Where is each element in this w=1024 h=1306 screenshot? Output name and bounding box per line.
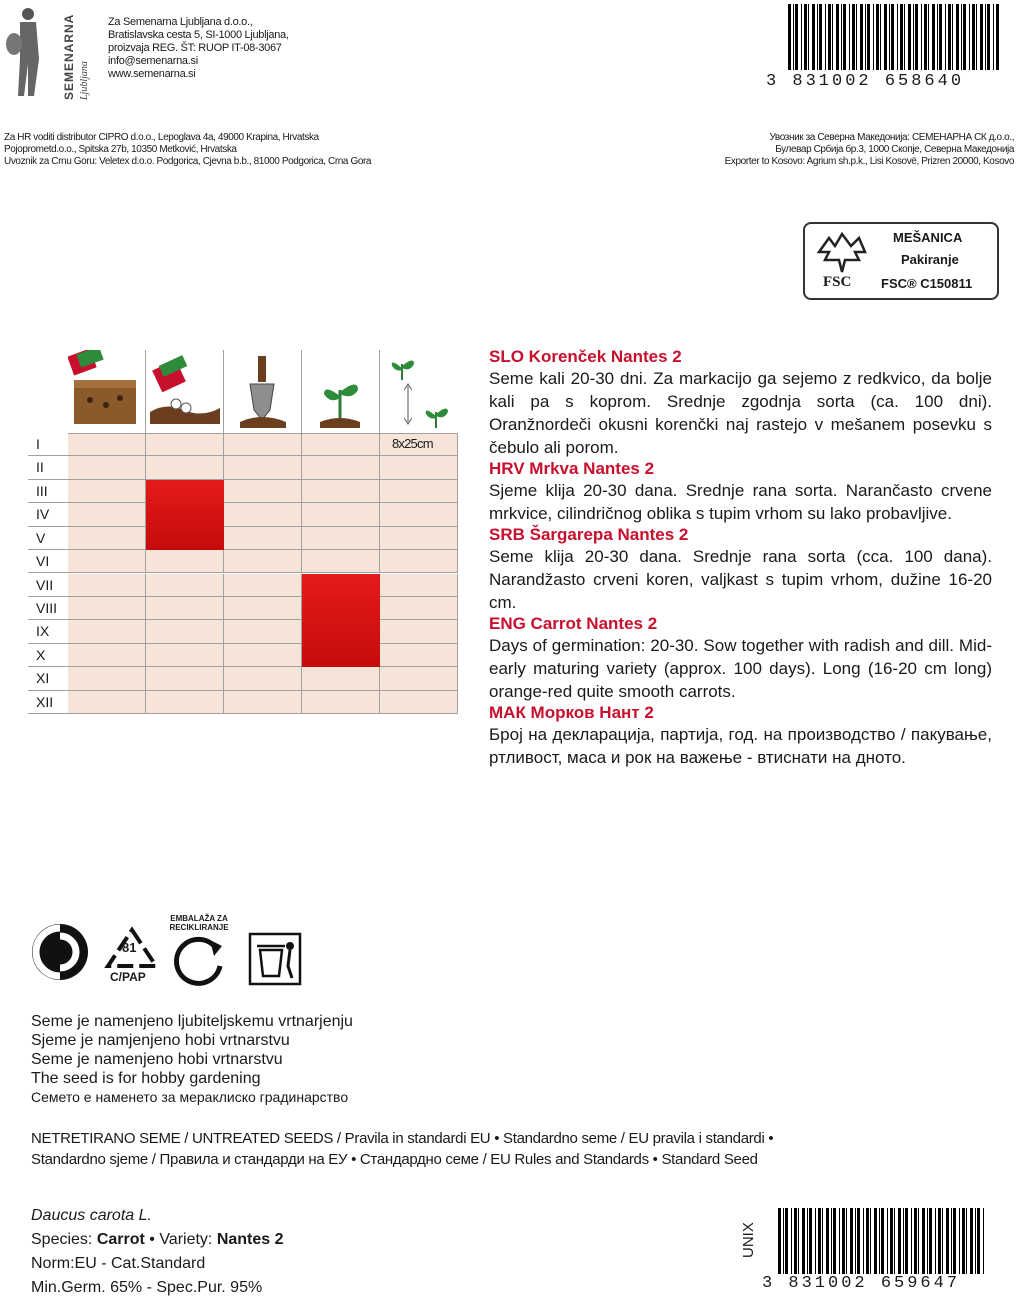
calendar-cell: [380, 574, 458, 597]
species-label: Species:: [31, 1231, 97, 1248]
calendar-cell: [380, 667, 458, 690]
barcode-bar: [942, 1208, 943, 1274]
barcode-bar: [802, 1208, 805, 1274]
barcode-bar: [905, 1208, 908, 1274]
calendar-cell: [380, 620, 458, 643]
barcode-bar: [791, 1208, 792, 1274]
calendar-cell: [146, 644, 224, 667]
barcode-bar: [908, 4, 911, 70]
calendar-cell: [224, 597, 302, 620]
calendar-cell: [380, 644, 458, 667]
month-label: XII: [28, 691, 68, 714]
barcode-bar: [935, 1208, 936, 1274]
fsc-label-box: [803, 222, 999, 300]
desc-hrv: Sjeme klija 20-30 dana. Srednje rana sorta. Narančasto crvene mrkvice, cilindričnog oblika s tupim vrhom su lako probavljive.: [489, 481, 992, 523]
barcode-bar: [976, 4, 977, 70]
barcode-bar: [826, 1208, 829, 1274]
calendar-cell: [380, 480, 458, 503]
brand-name: SEMENARNA: [62, 13, 76, 100]
fsc-code: FSC® C150811: [881, 276, 973, 291]
month-label: IX: [28, 620, 68, 643]
barcode-bar: [873, 4, 874, 70]
seedling-icon: [302, 350, 380, 433]
barcode-bar: [911, 1208, 912, 1274]
month-label: VII: [28, 574, 68, 597]
lang-heading-slo: SLO Korenček Nantes 2: [489, 347, 682, 366]
barcode-bottom: [762, 1208, 1002, 1300]
barcode-bar: [903, 1208, 904, 1274]
address-web: www.semenarna.si: [108, 68, 196, 80]
product-info: [31, 1204, 631, 1300]
sower-logo-icon: [6, 4, 56, 100]
barcode-bar: [833, 1208, 836, 1274]
calendar-cell: [146, 433, 224, 456]
barcode-bar: [855, 1208, 856, 1274]
barcode-bar: [841, 4, 842, 70]
fsc-pakiranje: Pakiranje: [901, 252, 959, 267]
barcode-bar: [972, 4, 975, 70]
barcode-bar: [831, 1208, 832, 1274]
barcode-top-bars: [788, 4, 1000, 70]
barcode-bar: [961, 4, 962, 70]
barcode-bar: [795, 4, 798, 70]
barcode-bar: [938, 1208, 941, 1274]
barcode-bar: [839, 1208, 840, 1274]
month-label: X: [28, 644, 68, 667]
fsc-tree-icon: [815, 230, 869, 279]
barcode-bar: [849, 4, 850, 70]
barcode-bar: [915, 4, 918, 70]
bin-icon: [248, 932, 302, 991]
barcode-bar: [807, 1208, 808, 1274]
barcode-bar: [956, 4, 959, 70]
address-line: Bratislavska cesta 5, SI-1000 Ljubljana,: [108, 29, 289, 41]
barcode-bar: [881, 1208, 884, 1274]
desc-slo: Seme kali 20-30 dni. Za markacijo ga sejemo z redkvico, da bolje kali pa s koprom. Srednje zgodnja sorta (ca. 100 dni). Oranžnordeči okusni korenčki naj rastejo v mešanem posevku s čebulo ali porom.: [489, 369, 992, 457]
descriptions: [489, 347, 992, 769]
lang-heading-hrv: HRV Mrkva Nantes 2: [489, 459, 655, 478]
calendar-cell: [68, 456, 146, 479]
distributor-line: Pojoprometd.o.o., Spitska 27b, 10350 Metković, Hrvatska: [4, 144, 237, 155]
lang-heading-mak: МАК Морков Нант 2: [489, 703, 654, 722]
barcode-bar: [793, 4, 794, 70]
distributor-line: Увозник за Северна Македонија: СЕМЕНАРНА СК д.о.о.,: [769, 132, 1014, 143]
recycle-triangle-icon: [104, 926, 160, 988]
circular-arrow-icon: [166, 932, 232, 988]
barcode-bar: [969, 4, 970, 70]
barcode-bar: [876, 4, 879, 70]
desc-eng: Days of germination: 20-30. Sow together with radish and dill. Mid-early maturing variety (approx. 100 days). Long (16-20 cm long) orange-red quite smooth carrots.: [489, 636, 992, 701]
barcode-bar: [975, 1208, 976, 1274]
calendar-cell: [68, 433, 146, 456]
calendar-cell: [68, 597, 146, 620]
barcode-bar: [952, 4, 953, 70]
barcode-bar: [801, 4, 802, 70]
calendar-cell: [224, 550, 302, 573]
barcode-bar: [900, 4, 903, 70]
brand-sub: Ljubljana: [79, 61, 90, 100]
spacing-label: 8x25cm: [392, 436, 433, 451]
address-block: [108, 16, 368, 81]
standards-line: NETRETIRANO SEME / UNTREATED SEEDS / Pravila in standardi EU • Standardno seme / EU pravila i standardi •: [31, 1130, 774, 1147]
calendar-cell: [68, 691, 146, 714]
distributors-left: [4, 132, 424, 168]
barcode-bar: [819, 4, 822, 70]
calendar-grid: [68, 433, 458, 714]
hobby-line: Seme je namenjeno hobi vrtnarstvu: [31, 1051, 283, 1068]
distributor-line: Uvoznik za Crnu Goru: Veletex d.o.o. Podgorica, Cjevna b.b., 81000 Podgorica, Crna Gora: [4, 156, 372, 167]
fsc-logo-text: FSC: [823, 274, 852, 290]
calendar-cell: [224, 644, 302, 667]
address-line: Za Semenarna Ljubljana d.o.o.,: [108, 16, 253, 28]
barcode-bar: [890, 1208, 893, 1274]
barcode-bar: [993, 4, 994, 70]
variety-label: • Variety:: [144, 1231, 217, 1248]
barcode-bar: [880, 4, 881, 70]
lang-heading-srb: SRB Šargarepa Nantes 2: [489, 525, 689, 544]
planting-period-mark: [302, 574, 380, 668]
standards-line: Standardno sjeme / Правила и стандарди на ЕУ • Стандардно семе / EU Rules and Standards • Standard Seed: [31, 1151, 758, 1168]
barcode-bar: [937, 4, 938, 70]
barcode-bar: [865, 4, 866, 70]
hobby-line: Sjeme je namjenjeno hobi vrtnarstvu: [31, 1032, 290, 1049]
desc-srb: Seme klija 20-30 dana. Srednje rana sorta (cca. 100 dana). Narandžasto crveni koren, valjkast s tupim vrhom, dužine 16-20 cm.: [489, 547, 992, 612]
sow-ground-icon: [146, 350, 224, 433]
barcode-bar: [843, 4, 846, 70]
unix-label: [740, 1212, 764, 1262]
calendar-cell: [146, 456, 224, 479]
calendar-cell: [68, 667, 146, 690]
barcode-bar: [788, 4, 791, 70]
calendar-cell: [302, 691, 380, 714]
calendar-cell: [302, 667, 380, 690]
month-label: IV: [28, 503, 68, 526]
species-line: [31, 1228, 631, 1252]
distributor-line: Булевар Србија бр.3, 1000 Скопје, Северна Македонија: [775, 144, 1014, 155]
barcode-bottom-bars: [778, 1208, 988, 1274]
barcode-bar: [945, 4, 946, 70]
barcode-bar: [985, 4, 986, 70]
calendar-cell: [380, 456, 458, 479]
barcode-bar: [850, 1208, 853, 1274]
barcode-bar: [922, 1208, 925, 1274]
packaging-label: EMBALAŽA ZA RECIKLIRANJE: [169, 914, 229, 932]
calendar-cell: [302, 456, 380, 479]
calendar-cell: [146, 667, 224, 690]
address-line: proizvaja REG. ŠT: RUOP IT-08-3067: [108, 42, 282, 54]
distributor-line: Exporter to Kosovo: Agrium sh.p.k., Lisi Kosovë, Prizren 20000, Kosovo: [724, 156, 1014, 167]
calendar-cell: [302, 550, 380, 573]
barcode-bar: [891, 4, 894, 70]
barcode-bar: [778, 1208, 781, 1274]
barcode-bar: [948, 4, 951, 70]
germ-line: Min.Germ. 65% - Spec.Pur. 95%: [31, 1279, 263, 1296]
calendar-cell: [302, 527, 380, 550]
barcode-bar: [832, 4, 833, 70]
barcode-bar: [987, 4, 990, 70]
barcode-bar: [959, 1208, 960, 1274]
barcode-bar: [963, 4, 966, 70]
calendar-cell: [224, 480, 302, 503]
sowing-period-mark: [146, 480, 224, 550]
calendar-cell: [68, 527, 146, 550]
barcode-bar: [815, 1208, 816, 1274]
calendar-cell: [68, 574, 146, 597]
calendar-cell: [68, 550, 146, 573]
calendar-cell: [68, 644, 146, 667]
barcode-bar: [812, 4, 815, 70]
barcode-top: [766, 4, 1000, 94]
trowel-icon: [224, 350, 302, 433]
barcode-bar: [927, 1208, 928, 1274]
barcode-bar: [846, 1208, 847, 1274]
barcode-bar: [977, 1208, 980, 1274]
barcode-bar: [894, 1208, 895, 1274]
hobby-lines: [31, 1012, 631, 1107]
barcode-bar: [836, 4, 839, 70]
calendar-cell: [380, 691, 458, 714]
barcode-bar: [863, 1208, 864, 1274]
green-dot-icon: [30, 922, 90, 987]
calendar-cell: [224, 503, 302, 526]
barcode-bar: [939, 4, 942, 70]
calendar-cell: [380, 550, 458, 573]
barcode-bar: [887, 1208, 888, 1274]
unix-text: UNIX: [740, 1222, 757, 1258]
distributor-line: Za HR voditi distributor CIPRO d.o.o., Lepoglava 4a, 49000 Krapina, Hrvatska: [4, 132, 319, 143]
barcode-bar: [798, 1208, 799, 1274]
month-label: I: [28, 433, 68, 456]
barcode-bar: [856, 4, 857, 70]
spacing-icon: [380, 350, 458, 433]
barcode-bar: [932, 4, 935, 70]
month-label: III: [28, 480, 68, 503]
calendar-cell: [380, 597, 458, 620]
barcode-bar: [889, 4, 890, 70]
month-label: VI: [28, 550, 68, 573]
calendar-cell: [224, 433, 302, 456]
calendar-cell: [224, 667, 302, 690]
hobby-line: Seme je namenjeno ljubiteljskemu vrtnarjenju: [31, 1013, 353, 1030]
calendar-cell: [68, 620, 146, 643]
barcode-bar: [904, 4, 905, 70]
fsc-mesanica: MEŠANICA: [893, 230, 963, 245]
calendar-cell: [224, 620, 302, 643]
calendar-cell: [68, 503, 146, 526]
barcode-bar: [946, 1208, 949, 1274]
barcode-bar: [980, 4, 983, 70]
month-label: V: [28, 527, 68, 550]
calendar-cell: [146, 574, 224, 597]
barcode-bar: [870, 1208, 871, 1274]
barcode-bar: [929, 1208, 932, 1274]
calendar-cell: [380, 527, 458, 550]
packaging-recycle: [166, 914, 240, 994]
brand-logo: [56, 4, 90, 100]
calendar-cell: [146, 691, 224, 714]
barcode-bar: [794, 1208, 797, 1274]
barcode-bar: [822, 1208, 823, 1274]
barcode-bar: [928, 4, 929, 70]
calendar-cell: [302, 433, 380, 456]
barcode-bar: [866, 1208, 869, 1274]
barcode-bar: [842, 1208, 845, 1274]
calendar-cell: [68, 480, 146, 503]
barcode-bar: [867, 4, 870, 70]
barcode-bar: [970, 1208, 973, 1274]
hobby-line: The seed is for hobby gardening: [31, 1070, 261, 1087]
barcode-bar: [860, 4, 863, 70]
barcode-bar: [966, 1208, 967, 1274]
barcode-bar: [825, 4, 826, 70]
calendar-cell: [146, 550, 224, 573]
barcode-top-digits: 3 831002 658640: [766, 72, 965, 91]
barcode-bottom-digits: 3 831002 659647: [762, 1274, 961, 1293]
barcode-bar: [924, 4, 927, 70]
barcode-bar: [818, 1208, 821, 1274]
barcode-bar: [918, 1208, 919, 1274]
latin-name: Daucus carota L.: [31, 1207, 152, 1224]
variety-value: Nantes 2: [216, 1231, 284, 1248]
calendar-cell: [224, 691, 302, 714]
barcode-bar: [951, 1208, 952, 1274]
barcode-bar: [809, 1208, 812, 1274]
month-label: II: [28, 456, 68, 479]
barcode-bar: [879, 1208, 880, 1274]
barcode-bar: [852, 4, 855, 70]
calendar-cell: [146, 620, 224, 643]
barcode-bar: [785, 1208, 788, 1274]
barcode-bar: [898, 1208, 901, 1274]
sow-tray-icon: [68, 350, 146, 433]
barcode-bar: [828, 4, 831, 70]
hobby-line: Семето е наменето за мераклиско градинарство: [31, 1089, 349, 1105]
barcode-bar: [921, 4, 922, 70]
calendar-cell: [146, 597, 224, 620]
barcode-bar: [783, 1208, 784, 1274]
calendar-cell: [224, 574, 302, 597]
barcode-bar: [804, 4, 807, 70]
barcode-bar: [962, 1208, 965, 1274]
month-label: VIII: [28, 597, 68, 620]
barcode-bar: [808, 4, 809, 70]
norm-line: Norm:EU - Cat.Standard: [31, 1255, 206, 1272]
calendar-cell: [380, 503, 458, 526]
barcode-bar: [913, 4, 914, 70]
barcode-bar: [817, 4, 818, 70]
barcode-bar: [996, 4, 999, 70]
recycle-material: C/PAP: [110, 970, 146, 984]
barcode-bar: [897, 4, 898, 70]
standards-lines: [31, 1128, 1011, 1170]
calendar-cell: [224, 527, 302, 550]
calendar-cell: [302, 503, 380, 526]
lang-heading-eng: ENG Carrot Nantes 2: [489, 614, 658, 633]
calendar-cell: [224, 456, 302, 479]
address-email: info@semenarna.si: [108, 55, 198, 67]
barcode-bar: [953, 1208, 956, 1274]
barcode-bar: [857, 1208, 860, 1274]
distributors-right: [620, 132, 1014, 168]
desc-mak: Број на декларација, партија, год. на производство / пакување, ртливост, маса и рок на важење - втиснати на дното.: [489, 725, 992, 767]
species-value: Carrot: [96, 1231, 145, 1248]
barcode-bar: [874, 1208, 877, 1274]
month-label: XI: [28, 667, 68, 690]
sowing-calendar: [28, 350, 458, 714]
barcode-bar: [884, 4, 887, 70]
recycle-code: 81: [122, 940, 137, 955]
barcode-bar: [983, 1208, 984, 1274]
barcode-bar: [914, 1208, 917, 1274]
calendar-cell: [302, 480, 380, 503]
